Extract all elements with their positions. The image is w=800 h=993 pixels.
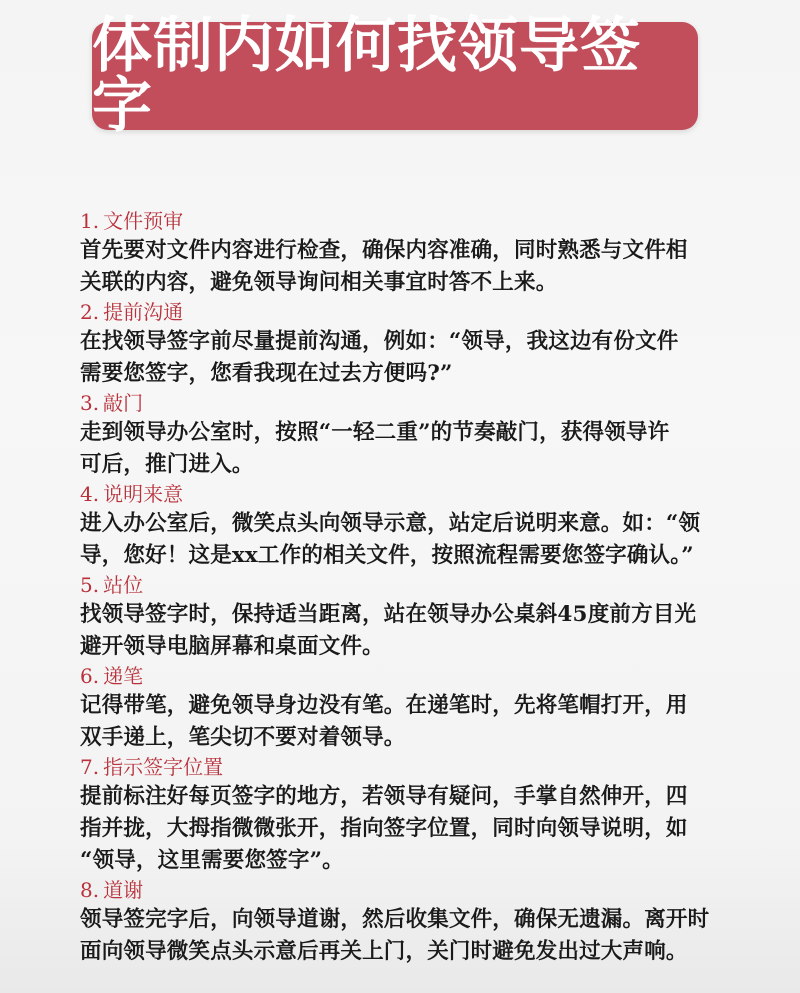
section-file-review: [80, 208, 730, 299]
section-body: [80, 508, 730, 572]
section-title: 提前沟通: [103, 300, 184, 324]
section-number: 1.: [80, 209, 100, 233]
body-line: 双手递上，笔尖切不要对着领导。: [80, 725, 406, 750]
section-heading: [80, 390, 730, 417]
section-body: [80, 326, 730, 390]
section-title: 递笔: [103, 664, 144, 688]
section-advance-communication: [80, 299, 730, 390]
section-number: 6.: [80, 664, 100, 688]
body-line: “领导，这里需要您签字”。: [80, 848, 344, 873]
section-heading: [80, 877, 730, 904]
section-title: 站位: [103, 573, 144, 597]
section-heading: [80, 572, 730, 599]
section-thank: [80, 877, 730, 968]
section-heading: [80, 481, 730, 508]
section-heading: [80, 754, 730, 781]
section-body: [80, 417, 730, 481]
section-body: [80, 781, 730, 877]
section-title: 指示签字位置: [103, 755, 224, 779]
section-standing-position: [80, 572, 730, 663]
section-heading: [80, 663, 730, 690]
section-body: [80, 904, 730, 968]
section-number: 3.: [80, 391, 100, 415]
section-body: [80, 690, 730, 754]
body-line: 需要您签字，您看我现在过去方便吗?”: [80, 361, 453, 386]
section-explain-purpose: [80, 481, 730, 572]
page-title: 体制内如何找领导签字: [92, 11, 641, 141]
section-hand-pen: [80, 663, 730, 754]
body-line: 记得带笔，避免领导身边没有笔。在递笔时，先将笔帽打开，用: [80, 693, 688, 718]
body-line: 提前标注好每页签字的地方，若领导有疑问，手掌自然伸开，四: [80, 784, 688, 809]
section-body: [80, 599, 730, 663]
section-body: [80, 235, 730, 299]
body-line: 找领导签字时，保持适当距离，站在领导办公桌斜45度前方目光: [80, 602, 697, 627]
section-title: 敲门: [103, 391, 144, 415]
section-heading: [80, 299, 730, 326]
body-line: 关联的内容，避免领导询问相关事宜时答不上来。: [80, 270, 558, 295]
section-indicate-signature: [80, 754, 730, 877]
section-knock-door: [80, 390, 730, 481]
body-line: 可后，推门进入。: [80, 452, 254, 477]
body-line: 进入办公室后，微笑点头向领导示意，站定后说明来意。如：“领: [80, 511, 701, 536]
section-heading: [80, 208, 730, 235]
section-title: 文件预审: [103, 209, 184, 233]
section-title: 道谢: [103, 878, 144, 902]
body-line: 首先要对文件内容进行检查，确保内容准确，同时熟悉与文件相: [80, 238, 688, 263]
section-title: 说明来意: [103, 482, 184, 506]
section-number: 4.: [80, 482, 100, 506]
title-banner: [92, 11, 698, 141]
content-list: [80, 208, 730, 968]
body-line: 走到领导办公室时，按照“一轻二重”的节奏敲门，获得领导许: [80, 420, 670, 445]
section-number: 2.: [80, 300, 100, 324]
body-line: 导，您好！这是xx工作的相关文件，按照流程需要您签字确认。”: [80, 543, 694, 568]
body-line: 在找领导签字前尽量提前沟通，例如：“领导，我这边有份文件: [80, 329, 679, 354]
body-line: 指并拢，大拇指微微张开，指向签字位置，同时向领导说明，如: [80, 816, 688, 841]
section-number: 8.: [80, 878, 100, 902]
section-number: 5.: [80, 573, 100, 597]
body-line: 避开领导电脑屏幕和桌面文件。: [80, 634, 384, 659]
body-line: 领导签完字后，向领导道谢，然后收集文件，确保无遗漏。离开时: [80, 907, 710, 932]
body-line: 面向领导微笑点头示意后再关上门，关门时避免发出过大声响。: [80, 939, 688, 964]
section-number: 7.: [80, 755, 100, 779]
